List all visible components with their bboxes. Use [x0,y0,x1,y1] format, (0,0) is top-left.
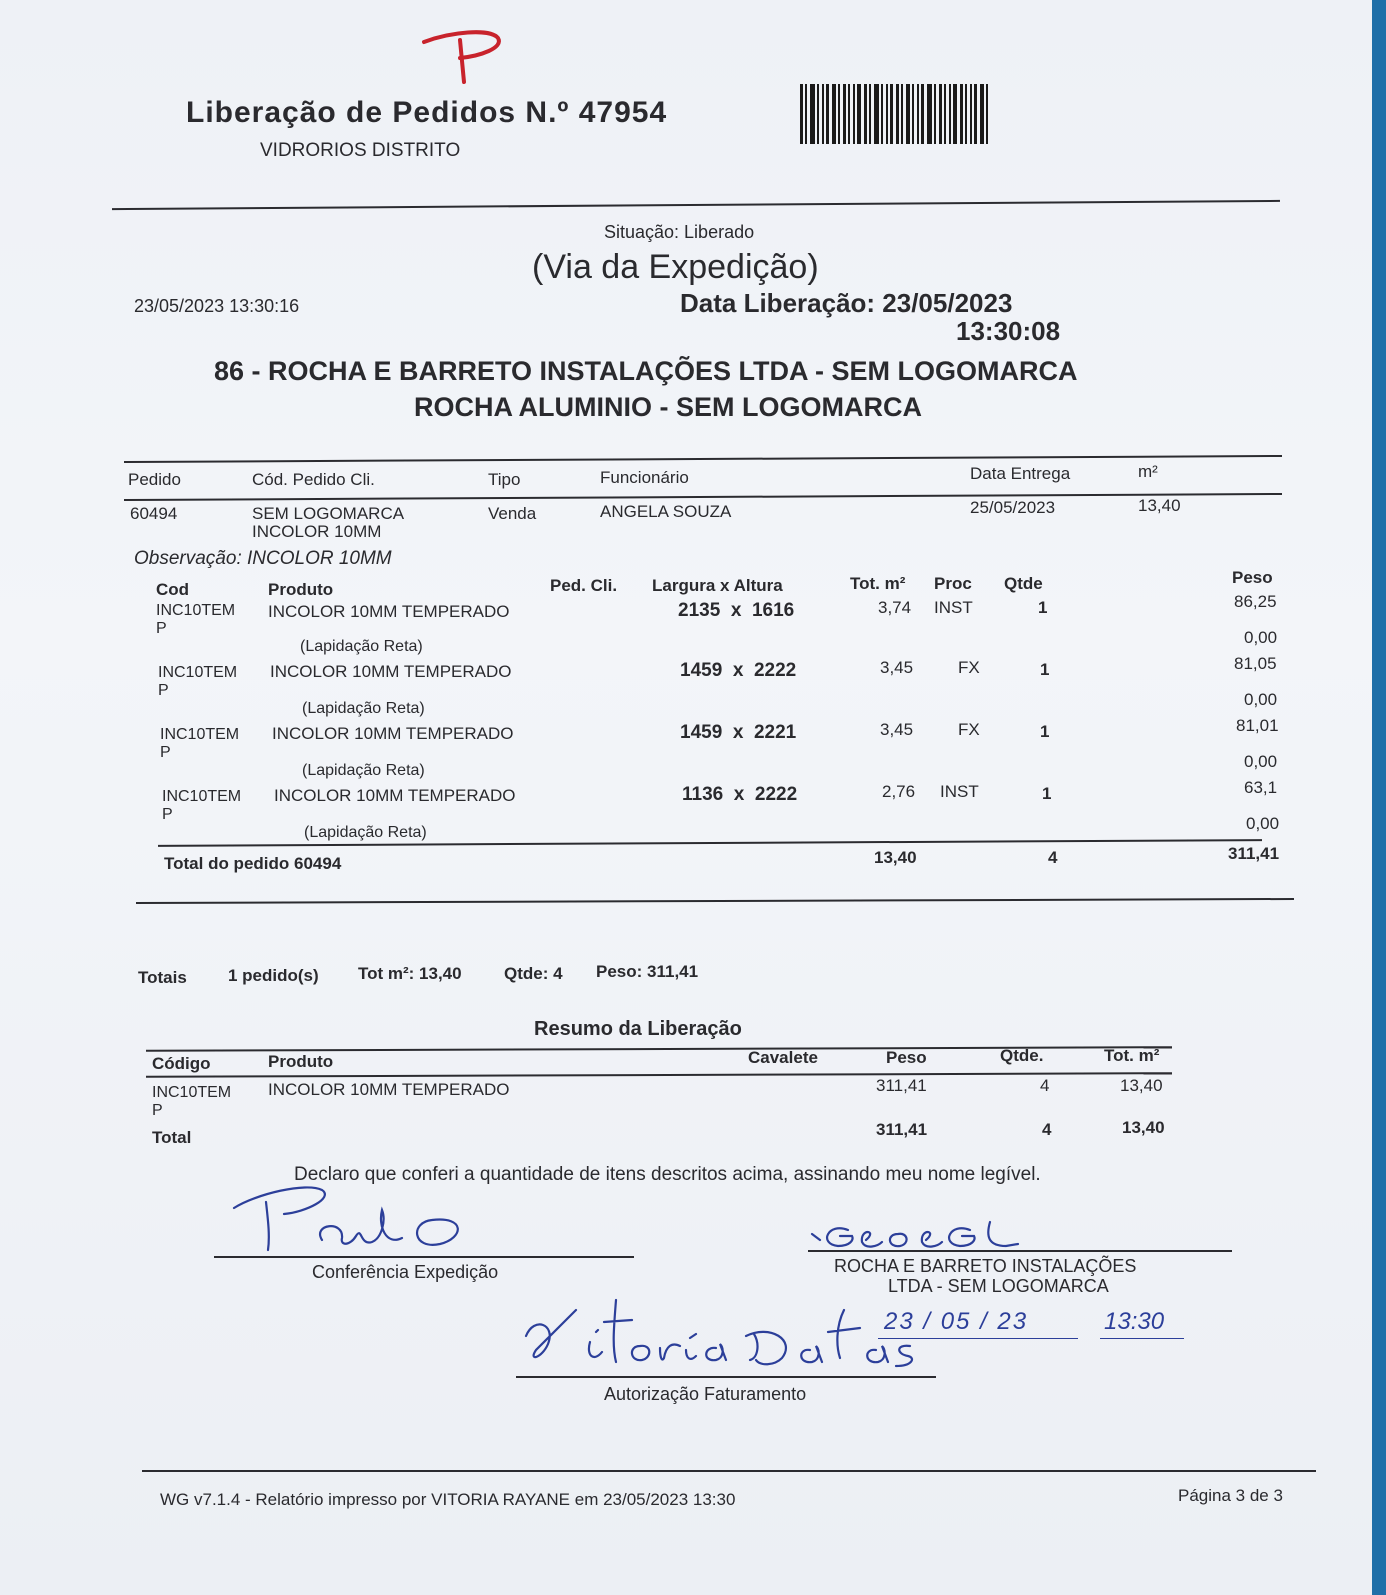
item-dimensions: 1459 x 2221 [680,722,797,743]
items-col-ped-cli: Ped. Cli. [550,576,618,595]
items-col-peso: Peso [1232,568,1273,587]
barcode-bar [817,84,819,144]
barcode-bar [921,84,924,144]
item-subprocess: (Lapidação Reta) [300,638,423,655]
client-name: 86 - ROCHA E BARRETO INSTALAÇÕES LTDA - SEM LOGOMARCA [214,356,1078,386]
totals-orders: 1 pedido(s) [228,966,319,985]
col-m2: m² [1138,462,1158,481]
barcode-bar [960,84,963,144]
order-total-label: Total do pedido 60494 [164,854,342,873]
item-product: INCOLOR 10MM TEMPERADO [268,602,510,621]
order-type: Venda [488,504,537,523]
item-code-2: P [158,682,169,699]
items-col-qtde: Qtde [1004,574,1043,593]
footer-print-info: WG v7.1.4 - Relatório impresso por VITORIA RAYANE em 23/05/2023 13:30 [160,1490,736,1509]
items-col-tot-m2: Tot. m² [850,574,906,593]
footer-divider [142,1470,1316,1472]
order-client-code-2: INCOLOR 10MM [252,522,382,541]
release-time: 13:30:08 [956,316,1061,346]
summary-col-cavalete: Cavalete [748,1048,818,1067]
summary-total-label: Total [152,1128,192,1147]
summary-row-code-2: P [152,1102,163,1119]
company-name: VIDRORIOS DISTRITO [260,140,461,161]
item-subprocess: (Lapidação Reta) [302,762,425,779]
totals-peso: Peso: 311,41 [596,962,699,981]
barcode-bar [826,84,829,144]
barcode-bar [881,84,883,144]
barcode-bar [848,84,850,144]
item-dimensions: 2135 x 1616 [678,600,795,621]
client-brand: ROCHA ALUMINIO - SEM LOGOMARCA [414,392,922,422]
barcode-bar [939,84,942,144]
barcode-bar [805,84,807,144]
divider [112,200,1280,210]
barcode-bar [869,84,871,144]
barcode-bar [864,84,867,144]
barcode-bar [800,84,803,144]
item-subprocess-peso: 0,00 [1246,814,1280,833]
summary-col-peso: Peso [886,1048,927,1067]
barcode-bar [822,84,824,144]
divider [136,898,1294,904]
summary-row-tot-m2: 13,40 [1120,1076,1163,1095]
item-subprocess: (Lapidação Reta) [302,700,425,717]
col-cod-pedido-cli: Cód. Pedido Cli. [252,470,375,489]
client-label-2: LTDA - SEM LOGOMARCA [888,1276,1109,1296]
item-code: INC10TEM [162,788,242,805]
summary-total-qtde: 4 [1042,1120,1052,1139]
declaration-text: Declaro que conferi a quantidade de itens descritos acima, assinando meu nome legível. [294,1164,1041,1185]
barcode-bar [965,84,967,144]
divider [124,493,1282,501]
time-underline [1100,1338,1184,1339]
signature-line [516,1376,936,1378]
item-tot-m2: 3,74 [878,598,912,617]
via-label: (Via da Expedição) [532,248,819,286]
barcode-bar [901,84,903,144]
page-title: Liberação de Pedidos N.º 47954 [186,96,668,129]
order-total-qtde: 4 [1048,848,1058,867]
totals-qtde: Qtde: 4 [504,964,563,983]
summary-row-code: INC10TEM [152,1084,232,1101]
order-employee: ANGELA SOUZA [600,502,732,521]
barcode-bar [927,84,932,144]
barcode-bar [810,84,815,144]
order-observation: Observação: INCOLOR 10MM [134,548,392,569]
order-number: 60494 [130,504,178,523]
autorizacao-label: Autorização Faturamento [604,1384,807,1404]
col-data-entrega: Data Entrega [970,464,1071,483]
signature-autorizacao [520,1296,920,1376]
item-proc: FX [958,658,980,677]
item-peso: 81,05 [1234,654,1277,673]
items-col-largura-altura: Largura x Altura [652,576,783,595]
barcode-bar [974,84,977,144]
handwritten-p-mark [420,28,510,88]
release-date: Data Liberação: 23/05/2023 [680,288,1013,318]
items-col-cod: Cod [156,580,190,599]
item-tot-m2: 3,45 [880,720,914,739]
handwritten-time: 13:30 [1104,1308,1165,1335]
order-m2: 13,40 [1138,496,1181,515]
summary-total-peso: 311,41 [876,1120,928,1139]
item-product: INCOLOR 10MM TEMPERADO [272,724,514,743]
summary-col-codigo: Código [152,1054,211,1073]
order-delivery-date: 25/05/2023 [970,498,1056,517]
printed-timestamp: 23/05/2023 13:30:16 [134,296,300,316]
item-proc: INST [934,598,973,617]
item-code-2: P [162,806,173,823]
barcode-bar [874,84,879,144]
barcode-bar [980,84,984,144]
item-code-2: P [160,744,171,761]
barcode-bar [944,84,946,144]
summary-row-product: INCOLOR 10MM TEMPERADO [268,1080,510,1099]
signature-line [214,1256,634,1258]
signature-line [808,1250,1232,1252]
barcode-bar [912,84,914,144]
divider [124,455,1282,463]
order-client-code: SEM LOGOMARCA [252,504,405,523]
barcode-bar [832,84,836,144]
col-tipo: Tipo [488,470,521,489]
item-dimensions: 1136 x 2222 [682,784,798,805]
barcode-bar [953,84,957,144]
item-subprocess: (Lapidação Reta) [304,824,427,841]
barcode-bar [917,84,919,144]
item-tot-m2: 3,45 [880,658,914,677]
totals-label: Totais [138,968,187,987]
item-qtde: 1 [1040,722,1050,741]
item-product: INCOLOR 10MM TEMPERADO [270,662,512,681]
item-peso: 86,25 [1234,592,1277,611]
item-product: INCOLOR 10MM TEMPERADO [274,786,516,805]
summary-row-peso: 311,41 [876,1076,927,1095]
item-code-2: P [156,620,167,637]
summary-title: Resumo da Liberação [534,1018,742,1040]
barcode-bar [843,84,846,144]
order-total-m2: 13,40 [874,848,917,867]
items-col-produto: Produto [268,580,334,599]
summary-row-qtde: 4 [1040,1076,1050,1095]
item-dimensions: 1459 x 2222 [680,660,797,681]
item-subprocess-peso: 0,00 [1244,690,1278,709]
item-qtde: 1 [1038,598,1048,617]
handwritten-date: 23 / 05 / 23 [884,1308,1029,1335]
summary-col-qtde: Qtde. [1000,1046,1044,1065]
conferencia-label: Conferência Expedição [312,1262,499,1282]
barcode-bar [934,84,936,144]
item-subprocess-peso: 0,00 [1244,628,1278,647]
barcode-bar [890,84,893,144]
summary-col-tot-m2: Tot. m² [1104,1046,1160,1065]
divider [146,1072,1172,1078]
item-peso: 63,1 [1244,778,1278,797]
status-text: Situação: Liberado [604,222,755,242]
summary-col-produto: Produto [268,1052,334,1071]
summary-total-tot-m2: 13,40 [1122,1118,1165,1137]
barcode-bar [970,84,972,144]
order-total-peso: 311,41 [1228,844,1280,863]
item-proc: FX [958,720,980,739]
item-tot-m2: 2,76 [882,782,916,801]
item-proc: INST [940,782,979,801]
barcode-bar [949,84,951,144]
item-subprocess-peso: 0,00 [1244,752,1278,771]
barcode-bar [838,84,840,144]
item-qtde: 1 [1040,660,1050,679]
page-number: Página 3 de 3 [1178,1486,1283,1505]
items-col-proc: Proc [934,574,972,593]
totals-m2: Tot m²: 13,40 [358,964,462,983]
item-code: INC10TEM [156,602,236,619]
barcode-bar [886,84,888,144]
col-pedido: Pedido [128,470,181,489]
item-code: INC10TEM [158,664,238,681]
barcode-bar [986,84,988,144]
signature-conferencia [226,1180,506,1260]
barcode-bar [896,84,899,144]
client-label-1: ROCHA E BARRETO INSTALAÇÕES [834,1256,1137,1276]
barcode-bar [857,84,861,144]
item-peso: 81,01 [1236,716,1279,735]
barcode-bar [906,84,910,144]
col-funcionario: Funcionário [600,468,689,487]
barcode [800,84,1004,144]
item-code: INC10TEM [160,726,240,743]
barcode-bar [853,84,855,144]
item-qtde: 1 [1042,784,1052,803]
